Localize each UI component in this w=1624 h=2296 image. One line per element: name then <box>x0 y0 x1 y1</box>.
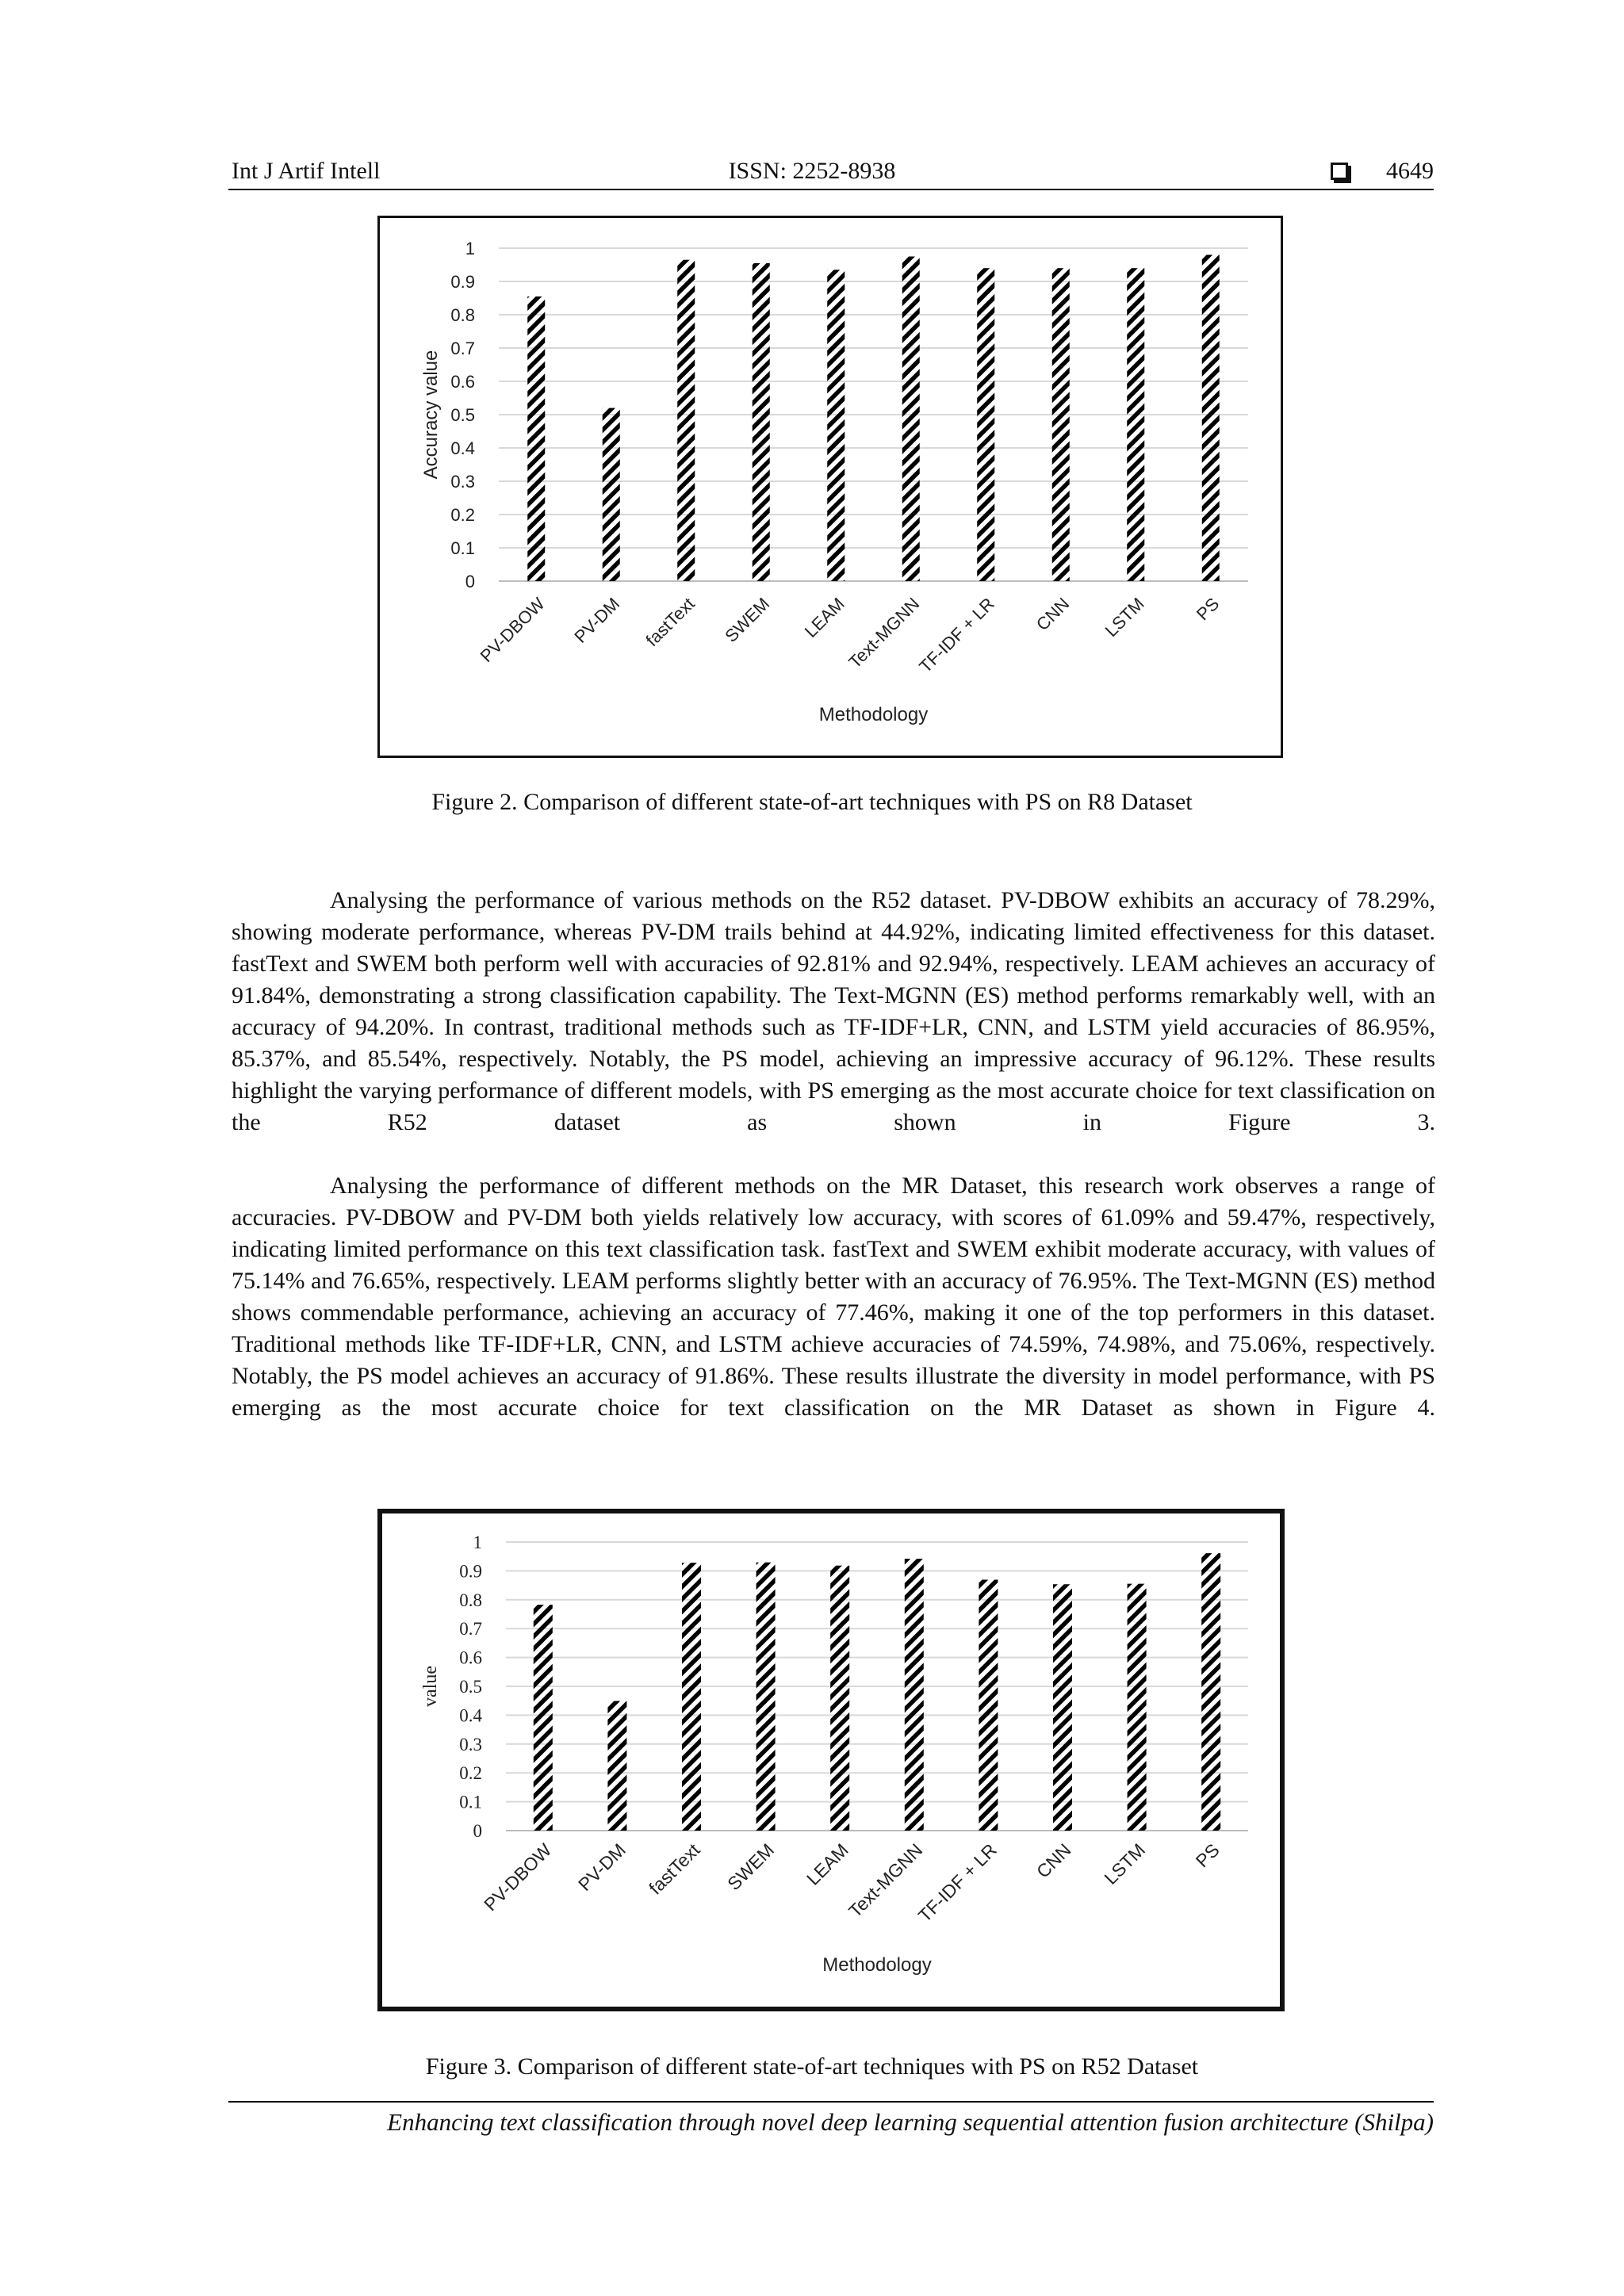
y-tick-label: 0.8 <box>450 305 475 325</box>
y-tick-label: 0.1 <box>450 538 475 558</box>
figure-3-frame <box>377 1509 1285 2011</box>
bar-tf-idf-lr <box>979 1580 998 1831</box>
bar-pv-dbow <box>527 297 545 581</box>
bar-leam <box>830 1566 849 1831</box>
y-tick-label: 0.4 <box>459 1705 482 1726</box>
bar-cnn <box>1052 268 1070 581</box>
bar-swem <box>756 1563 776 1831</box>
x-category-label: PV-DM <box>570 593 624 647</box>
page-number: 4649 <box>1386 158 1434 184</box>
x-category-label: PS <box>1191 1839 1224 1872</box>
x-category-label: SWEM <box>723 1839 779 1895</box>
y-tick-label: 0.4 <box>450 438 475 458</box>
bar-fasttext <box>682 1563 701 1831</box>
bar-text-mgnn <box>902 257 920 582</box>
y-tick-label: 0.9 <box>450 272 475 292</box>
x-category-label: PS <box>1192 593 1224 625</box>
x-category-label: CNN <box>1032 593 1074 635</box>
x-category-label: LEAM <box>800 593 848 641</box>
figure-2-frame <box>377 216 1283 758</box>
x-axis-title: Methodology <box>818 704 929 725</box>
bar-cnn <box>1053 1584 1072 1831</box>
y-tick-label: 1 <box>465 239 475 258</box>
y-tick-label: 0.7 <box>450 339 475 358</box>
x-category-label: LSTM <box>1100 1839 1150 1888</box>
figure-2-caption: Figure 2. Comparison of different state-of-art techniques with PS on R8 Dataset <box>431 789 1193 815</box>
x-category-label: PV-DBOW <box>476 593 549 667</box>
body-paragraph-r52: Analysing the performance of various methods on the R52 dataset. PV-DBOW exhibits an accuracy of 78.29%, showing moderate performance, whereas PV-DM trails behind at 44.92%, indicating limited effectiveness for this dataset. fastText and SWEM both perform well with accuracies of 92.81% and 92.94%, respectively. LEAM achieves an accuracy of 91.84%, demonstrating a strong classification capability. The Text-MGNN (ES) method performs remarkably well, with an accuracy of 94.20%. In contrast, traditional methods such as TF-IDF+LR, CNN, and LSTM yield accuracies of 86.95%, 85.37%, and 85.54%, respectively. Notably, the PS model, achieving an impressive accuracy of 96.12%. These results highlight the varying performance of different models, with PS emerging as the most accurate choice for text classification on the R52 dataset as shown in Figure 3. <box>232 887 1435 1135</box>
y-tick-label: 0.1 <box>459 1792 482 1812</box>
bar-fasttext <box>677 260 695 581</box>
body-paragraph-mr: Analysing the performance of different methods on the MR Dataset, this research work observes a range of accuracies. PV-DBOW and PV-DM both yields relatively low accuracy, with scores of 61.09% and 59.47%, respectively, indicating limited performance on this text classification task. fastText and SWEM exhibit moderate accuracy, with values of 75.14% and 76.65%, respectively. LEAM performs slightly better with an accuracy of 76.95%. The Text-MGNN (ES) method shows commendable performance, achieving an accuracy of 77.46%, making it one of the top performers in this dataset. Traditional methods like TF-IDF+LR, CNN, and LSTM achieve accuracies of 74.59%, 74.98%, and 75.06%, respectively. Notably, the PS model achieves an accuracy of 91.86%. These results illustrate the diversity in model performance, with PS emerging as the most accurate choice for text classification on the MR Dataset as shown in Figure 4. <box>232 1173 1435 1421</box>
x-category-label: fastText <box>642 593 699 651</box>
y-tick-label: 0.7 <box>459 1619 482 1640</box>
bar-leam <box>827 270 845 581</box>
figure-3-chart <box>382 1513 1280 2007</box>
x-category-label: TF-IDF + LR <box>915 593 998 677</box>
x-category-label: SWEM <box>721 593 774 646</box>
bar-pv-dm <box>603 408 620 581</box>
figure-3-caption: Figure 3. Comparison of different state-of-art techniques with PS on R52 Dataset <box>425 2053 1199 2080</box>
y-tick-label: 0.8 <box>459 1590 482 1610</box>
x-category-label: CNN <box>1032 1839 1075 1882</box>
y-tick-label: 0 <box>473 1821 482 1841</box>
footer-rule <box>228 2101 1434 2103</box>
x-category-label: PV-DBOW <box>480 1839 556 1915</box>
y-tick-label: 0.5 <box>450 405 475 425</box>
bar-text-mgnn <box>905 1559 924 1831</box>
y-tick-label: 0.2 <box>450 505 475 525</box>
bar-tf-idf-lr <box>977 268 994 581</box>
header-rule <box>228 189 1434 190</box>
x-category-label: LEAM <box>802 1839 852 1889</box>
y-tick-label: 0 <box>465 572 475 591</box>
square-bullet-icon <box>1331 163 1348 180</box>
y-tick-label: 0.3 <box>459 1734 482 1755</box>
y-tick-label: 0.2 <box>459 1763 482 1784</box>
bar-lstm <box>1127 268 1144 581</box>
issn: ISSN: 2252-8938 <box>728 158 896 184</box>
y-axis-title: value <box>420 1666 441 1707</box>
y-tick-label: 0.9 <box>459 1561 482 1582</box>
y-axis-title: Accuracy value <box>420 350 442 480</box>
bar-ps <box>1201 1553 1220 1831</box>
page-number-group <box>1331 155 1434 187</box>
x-category-label: PV-DM <box>574 1839 630 1896</box>
bar-ps <box>1202 254 1220 581</box>
x-category-label: Text-MGNN <box>845 593 924 672</box>
y-tick-label: 0.6 <box>450 372 475 392</box>
running-footer: Enhancing text classification through novel deep learning sequential attention fusion architecture (Shilpa) <box>387 2108 1434 2136</box>
bar-pv-dm <box>607 1701 626 1831</box>
y-tick-label: 1 <box>473 1533 482 1552</box>
y-tick-label: 0.3 <box>450 472 475 492</box>
bar-pv-dbow <box>534 1605 553 1831</box>
y-tick-label: 0.6 <box>459 1647 482 1668</box>
bar-swem <box>753 263 770 581</box>
y-tick-label: 0.5 <box>459 1677 482 1697</box>
figure-2-chart <box>380 218 1281 756</box>
bar-lstm <box>1128 1584 1147 1831</box>
x-category-label: fastText <box>645 1839 704 1899</box>
journal-name: Int J Artif Intell <box>232 158 381 184</box>
x-category-label: Text-MGNN <box>845 1839 927 1922</box>
x-category-label: LSTM <box>1101 593 1148 641</box>
x-category-label: TF-IDF + LR <box>914 1839 1001 1927</box>
x-axis-title: Methodology <box>822 1954 932 1976</box>
